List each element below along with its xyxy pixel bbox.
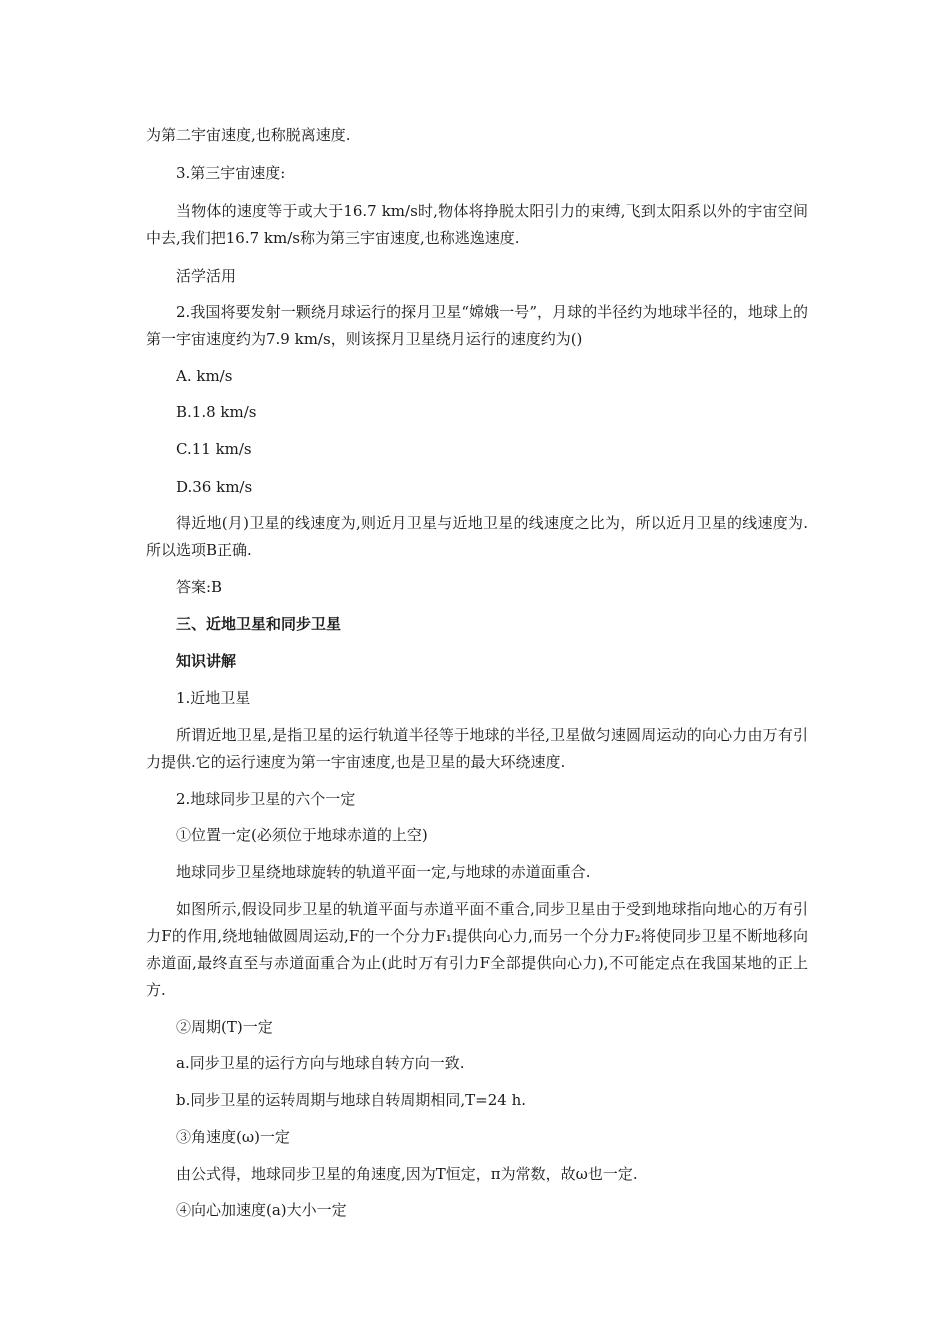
question-2: 2.我国将要发射一颗绕月球运行的探月卫星“嫦娥一号”，月球的半径约为地球半径的，地球上的第一宇宙速度约为7.9 km/s，则该探月卫星绕月运行的速度约为() <box>146 303 808 348</box>
paragraph-third-cosmic-velocity: 当物体的速度等于或大于16.7 km/s时,物体将挣脱太阳引力的束缚,飞到太阳系以外的宇宙空间中去,我们把16.7 km/s称为第三宇宙速度,也称逃逸速度. <box>146 202 808 247</box>
item-position: ①位置一定(必须位于地球赤道的上空) <box>176 826 428 844</box>
item-angular-velocity: ③角速度(ω)一定 <box>176 1128 290 1146</box>
item-centripetal-acceleration: ④向心加速度(a)大小一定 <box>176 1201 347 1219</box>
paragraph-orbit-plane: 地球同步卫星绕地球旋转的轨道平面一定,与地球的赤道面重合. <box>176 863 591 881</box>
item-period: ②周期(T)一定 <box>176 1018 273 1036</box>
heading-third-cosmic-velocity: 3.第三宇宙速度: <box>176 164 286 182</box>
section-heading-satellites: 三、近地卫星和同步卫星 <box>176 615 342 633</box>
heading-geostationary-six: 2.地球同步卫星的六个一定 <box>176 790 356 808</box>
paragraph-angular-velocity: 由公式得，地球同步卫星的角速度,因为T恒定，π为常数，故ω也一定. <box>176 1165 638 1183</box>
item-period-a: a.同步卫星的运行方向与地球自转方向一致. <box>176 1054 465 1072</box>
answer-line: 答案:B <box>176 578 223 596</box>
solution-paragraph: 得近地(月)卫星的线速度为,则近月卫星与近地卫星的线速度之比为，所以近月卫星的线速度为.所以选项B正确. <box>146 514 808 559</box>
heading-practice: 活学活用 <box>176 267 237 285</box>
subheading-knowledge: 知识讲解 <box>176 652 237 670</box>
paragraph-second-cosmic-velocity-end: 为第二宇宙速度,也称脱离速度. <box>146 126 351 144</box>
heading-near-earth-satellite: 1.近地卫星 <box>176 689 251 707</box>
item-period-b: b.同步卫星的运转周期与地球自转周期相同,T=24 h. <box>176 1091 526 1109</box>
option-c: C.11 km/s <box>176 440 252 458</box>
option-a: A. km/s <box>176 367 233 385</box>
paragraph-figure-explanation: 如图所示,假设同步卫星的轨道平面与赤道平面不重合,同步卫星由于受到地球指向地心的万有引力F的作用,绕地轴做圆周运动,F的一个分力F₁提供向心力,而另一个分力F₂将使同步卫星不断地移向赤道面,最终直至与赤道面重合为止(此时万有引力F全部提供向心力),不可能定点在我国某地的正上方. <box>146 900 808 999</box>
option-b: B.1.8 km/s <box>176 403 257 421</box>
paragraph-near-earth-satellite: 所谓近地卫星,是指卫星的运行轨道半径等于地球的半径,卫星做匀速圆周运动的向心力由万有引力提供.它的运行速度为第一宇宙速度,也是卫星的最大环绕速度. <box>146 726 808 771</box>
option-d: D.36 km/s <box>176 478 253 496</box>
